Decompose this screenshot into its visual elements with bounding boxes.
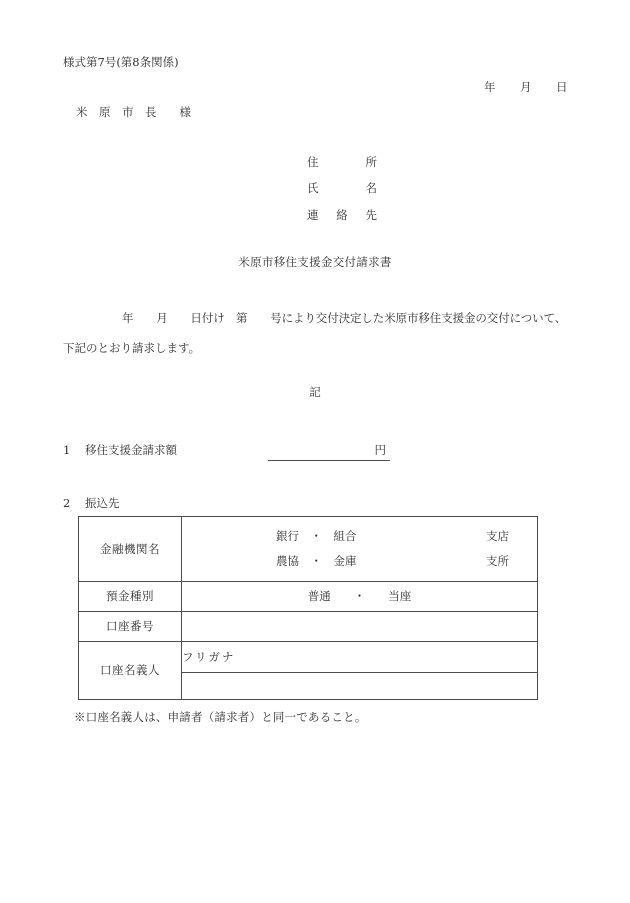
bank-name-label: 金融機関名 [79,517,182,582]
furigana-label: フリガナ [182,642,538,673]
deposit-type-label: 預金種別 [79,582,182,612]
account-number-blank-cell [182,612,538,642]
record-mark: 記 [309,385,321,399]
table-row [79,582,538,612]
coop-treasury-options: 農協 ・ 金庫 [276,554,357,569]
account-number-label: 口座番号 [79,612,182,642]
item-2-number: 2 [63,496,71,510]
table-row [79,612,538,642]
item-1-label: 移住支援金請求額 [85,443,177,457]
applicant-contact-label: 連 絡 先 [307,208,377,222]
item-1-row [63,443,386,457]
addressee-line: 米 原 市 長 様 [76,105,191,119]
item-2-label: 振込先 [85,496,120,510]
branch-office-label: 支店 [486,528,509,543]
body-paragraph-line2: 下記のとおり請求します。 [63,341,201,355]
amount-blank-field [268,443,390,461]
bank-name-cell [182,517,538,582]
body-paragraph-line1: 年 月 日付け 第 号により交付決定した米原市移住支援金の交付について、 [122,311,567,325]
account-holder-label: 口座名義人 [79,642,182,700]
applicant-address-label: 住 所 [307,155,377,169]
date-line: 年 月 日 [484,80,568,94]
footnote: ※口座名義人は、申請者（請求者）と同一であること。 [74,710,367,724]
account-holder-blank-cell [182,673,538,700]
yen-unit-label: 円 [374,443,386,457]
sub-branch-label: 支所 [486,554,509,569]
transfer-destination-table [78,516,538,700]
form-number: 様式第7号(第8条関係) [63,55,179,69]
item-1-number: 1 [63,443,71,457]
document-title: 米原市移住支援金交付請求書 [238,255,392,269]
deposit-type-options: 普通 ・ 当座 [182,582,538,612]
table-row [79,642,538,673]
applicant-name-label: 氏 名 [307,181,377,195]
table-row [79,517,538,582]
item-2-row [63,497,120,510]
bank-union-options: 銀行 ・ 組合 [276,528,357,543]
